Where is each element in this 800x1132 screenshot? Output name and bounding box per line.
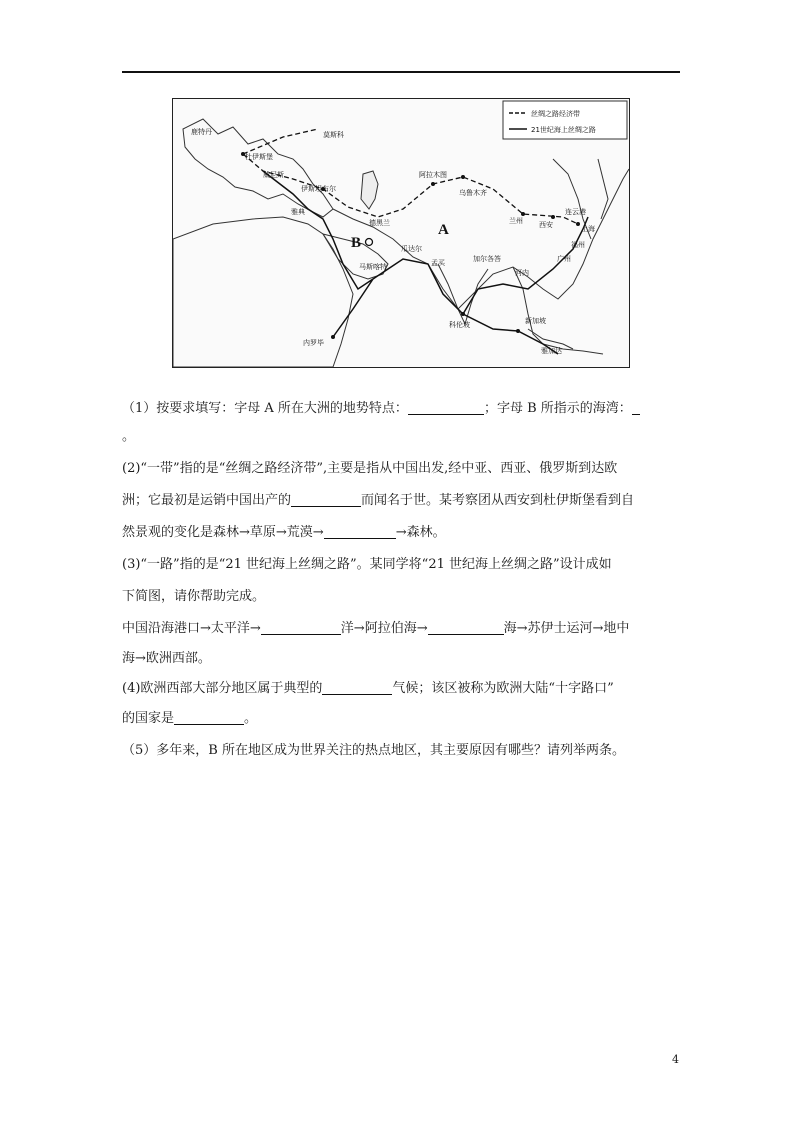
coastline-southeast-asia	[513, 267, 603, 354]
label-venice: 威尼斯	[263, 171, 284, 179]
question-2-line-2	[122, 488, 682, 514]
question-5: （5）多年来，B 所在地区成为世界关注的热点地区，其主要原因有哪些？请列举两条。	[122, 743, 625, 758]
city-dot	[461, 312, 465, 316]
label-istanbul: 伊斯坦布尔	[301, 185, 336, 193]
q4-text-c: 的国家是	[122, 711, 175, 726]
label-colombo: 科伦坡	[449, 321, 470, 329]
caspian-sea	[361, 171, 378, 209]
q2-blank-b[interactable]	[324, 524, 396, 539]
question-4-line-1	[122, 676, 682, 702]
question-3-line-1: (3)“一路”指的是“21 世纪海上丝绸之路”。某同学将“21 世纪海上丝绸之路”设计成如	[122, 557, 612, 572]
map-svg	[173, 99, 629, 367]
coastline-japan	[598, 159, 608, 219]
question-1	[122, 396, 682, 422]
label-guangzhou: 广州	[557, 255, 571, 263]
city-dot	[331, 335, 335, 339]
label-muscat: 马斯喀特	[359, 263, 387, 271]
q3-text-b: 洋→阿拉伯海→	[340, 621, 428, 636]
q2-blank-a[interactable]	[291, 492, 361, 507]
label-fuzhou: 福州	[571, 241, 585, 249]
city-dot	[461, 175, 465, 179]
question-4-line-2	[122, 706, 682, 732]
q4-text-a: (4)欧洲西部大部分地区属于典型的	[122, 681, 323, 696]
question-2-line-1: (2)“一带”指的是“丝绸之路经济带”,主要是指从中国出发,经中亚、西亚、俄罗斯到达欧	[122, 461, 618, 476]
city-dot	[576, 222, 580, 226]
label-duisburg: 杜伊斯堡	[245, 153, 273, 161]
label-tehran: 德黑兰	[369, 219, 390, 227]
label-urumqi: 乌鲁木齐	[459, 189, 487, 197]
label-kolkata: 加尔各答	[473, 255, 501, 263]
q3-text-a: 中国沿海港口→太平洋→	[122, 621, 261, 636]
header-rule	[122, 71, 680, 73]
q2-text-a: 洲；它最初是运销中国出产的	[122, 493, 292, 508]
label-hanoi: 河内	[515, 269, 529, 277]
q3-blank-a[interactable]	[261, 620, 341, 635]
label-jakarta: 雅加达	[541, 347, 562, 355]
q2-text-b: 而闻名于世。某考察团从西安到杜伊斯堡看到自	[361, 493, 635, 508]
label-rotterdam: 鹿特丹	[191, 128, 212, 136]
marker-b: B	[351, 235, 362, 251]
label-shanghai: 上海	[581, 225, 595, 233]
label-almaty: 阿拉木图	[419, 171, 447, 179]
q1-blank-a[interactable]	[408, 400, 484, 415]
q1-blank-b[interactable]	[632, 400, 640, 415]
city-dot	[431, 182, 435, 186]
label-mumbai: 孟买	[431, 259, 445, 267]
q3-text-c: 海→苏伊士运河→地中	[503, 621, 630, 636]
question-1-end	[122, 424, 682, 450]
q1-text-c: 。	[122, 429, 136, 444]
question-3-line-2: 下简图，请你帮助完成。	[122, 589, 266, 604]
page-number: 4	[672, 1053, 679, 1066]
label-lanzhou: 兰州	[509, 217, 523, 225]
question-3-line-3	[122, 616, 682, 642]
label-xian: 西安	[539, 221, 553, 229]
label-athens: 雅典	[291, 208, 305, 216]
q3-blank-b[interactable]	[428, 620, 504, 635]
q2-text-d: →森林。	[395, 525, 446, 540]
q2-text-c: 然景观的变化是森林→草原→荒漠→	[122, 525, 324, 540]
city-dot	[516, 329, 520, 333]
q4-text-d: 。	[244, 711, 258, 726]
silk-road-map	[172, 98, 630, 368]
city-dot	[521, 212, 525, 216]
q1-text-a: （1）按要求填写：字母 A 所在大洲的地势特点：	[122, 401, 408, 416]
q1-text-b: ；字母 B 所指示的海湾：	[483, 401, 632, 416]
label-lianyungang: 连云港	[565, 208, 586, 216]
city-dot	[551, 215, 555, 219]
label-singapore: 新加坡	[525, 317, 546, 325]
legend-belt-label: 丝绸之路经济带	[531, 110, 580, 118]
label-moscow: 莫斯科	[323, 131, 344, 139]
question-3-line-4: 海→欧洲西部。	[122, 651, 211, 666]
marker-a: A	[438, 222, 449, 238]
marker-b-circle	[366, 239, 373, 246]
q4-blank-a[interactable]	[322, 680, 392, 695]
q4-blank-b[interactable]	[174, 710, 244, 725]
question-2-line-3	[122, 520, 682, 546]
legend-road-label: 21世纪海上丝绸之路	[531, 126, 596, 134]
label-gwadar: 瓜达尔	[401, 245, 422, 253]
q4-text-b: 气候；该区被称为欧洲大陆“十字路口”	[392, 681, 614, 696]
label-nairobi: 内罗毕	[303, 339, 324, 347]
